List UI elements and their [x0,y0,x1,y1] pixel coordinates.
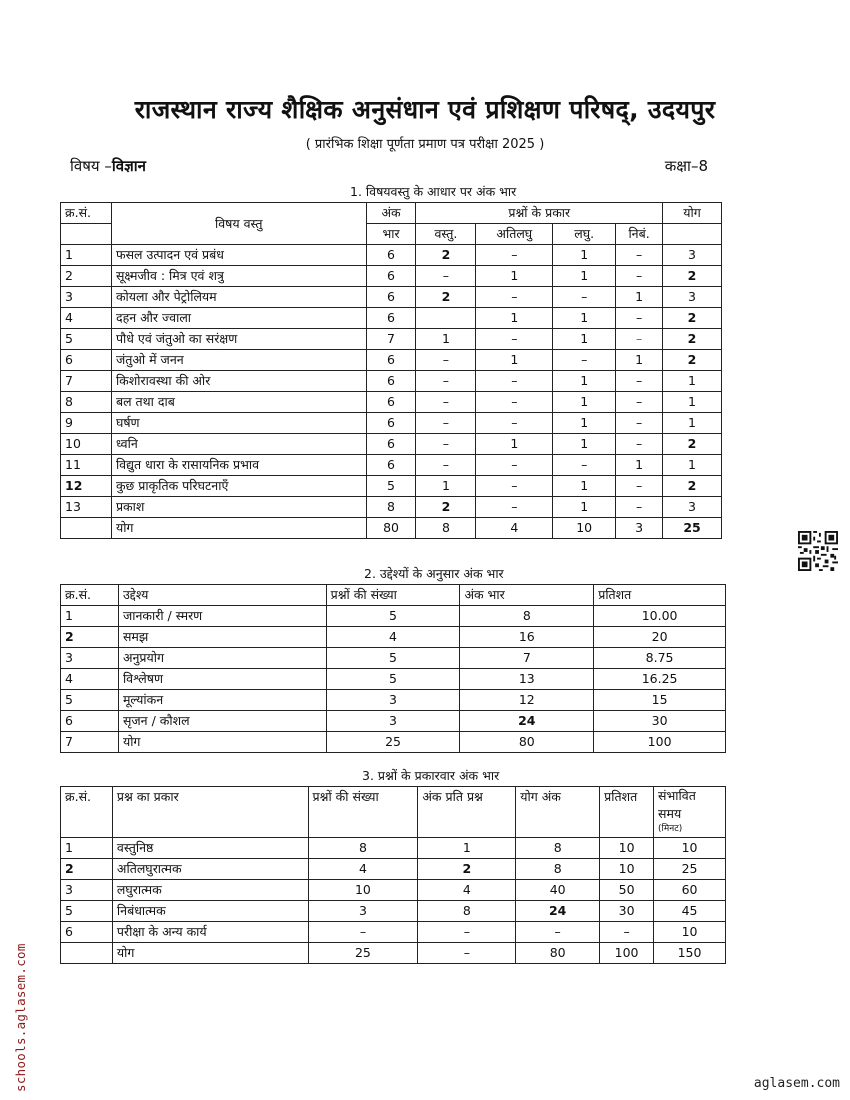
cell-time: 150 [654,943,726,964]
table-row [61,669,726,690]
header-percentage: प्रतिशत [600,787,654,838]
table-header-row [61,787,726,838]
cell-question-type: अतिलघुरात्मक [112,859,308,880]
cell-essay: 1 [616,287,663,308]
cell-essay: – [616,476,663,497]
cell-objective: सृजन / कौशल [118,711,326,732]
header-question-types: प्रश्नों के प्रकार [416,203,663,224]
cell-marks-per-question: 2 [418,859,516,880]
cell-very-short: – [476,245,553,266]
table-row [61,455,722,476]
cell-count: 3 [326,690,460,711]
table-header-row [61,203,722,224]
subject-line [70,156,146,176]
header-marks-1: अंक [366,203,416,224]
cell-objective: अनुप्रयोग [118,648,326,669]
cell-short: – [553,350,616,371]
cell-marks: 8 [460,606,594,627]
header-objective: वस्तु. [416,224,476,245]
cell-very-short: 1 [476,434,553,455]
cell-very-short: – [476,497,553,518]
cell-topic: पौधे एवं जंतुओ का सरंक्षण [111,329,366,350]
exam-subtitle: ( प्रारंभिक शिक्षा पूर्णता प्रमाण पत्र परीक्षा 2025 ) [305,137,545,152]
cell-objective: मूल्यांकन [118,690,326,711]
header-essay: निबं. [616,224,663,245]
cell-count: 4 [326,627,460,648]
cell-short: 1 [553,434,616,455]
cell-sno: 2 [61,627,119,648]
cell-short: 10 [553,518,616,539]
header-marks: अंक भार [460,585,594,606]
side-watermark: schools.aglasem.com [13,943,28,1092]
cell-marks-per-question: – [418,943,516,964]
cell-topic: दहन और ज्वाला [111,308,366,329]
cell-short: 1 [553,329,616,350]
cell-marks: 7 [366,329,416,350]
cell-sno [61,518,112,539]
table-row [61,392,722,413]
cell-sno: 7 [61,732,119,753]
table-row [61,838,726,859]
cell-total: 25 [663,518,722,539]
table-row [61,627,726,648]
cell-percentage: 15 [594,690,726,711]
cell-total: 2 [663,434,722,455]
table-row [61,648,726,669]
cell-count: 25 [308,943,418,964]
table3-caption: 3. प्रश्नों के प्रकारवार अंक भार [362,768,500,783]
cell-objective: 8 [416,518,476,539]
header-estimated-time [654,787,726,838]
cell-objective: 2 [416,245,476,266]
cell-objective: समझ [118,627,326,648]
cell-sno: 11 [61,455,112,476]
cell-sno: 2 [61,266,112,287]
cell-percentage: 100 [594,732,726,753]
cell-question-type: लघुरात्मक [112,880,308,901]
cell-total: 3 [663,287,722,308]
cell-sno: 5 [61,901,113,922]
cell-total: 2 [663,308,722,329]
table-row [61,922,726,943]
cell-topic: बल तथा दाब [111,392,366,413]
table-row [61,245,722,266]
cell-percentage: 10 [600,859,654,880]
cell-marks: 6 [366,413,416,434]
header-question-count: प्रश्नों की संख्या [326,585,460,606]
cell-percentage: – [600,922,654,943]
cell-essay: 1 [616,455,663,476]
cell-short: 1 [553,266,616,287]
cell-count: 25 [326,732,460,753]
cell-objective: 2 [416,497,476,518]
cell-essay: – [616,245,663,266]
cell-percentage: 10.00 [594,606,726,627]
table-row [61,880,726,901]
table-row [61,413,722,434]
cell-sno: 10 [61,434,112,455]
cell-total-marks: 40 [516,880,600,901]
cell-topic: विद्युत धारा के रासायनिक प्रभाव [111,455,366,476]
cell-count: 10 [308,880,418,901]
cell-sno: 3 [61,287,112,308]
cell-percentage: 30 [600,901,654,922]
header-sno: क्र.सं. [61,203,112,224]
cell-sno: 13 [61,497,112,518]
table-row [61,287,722,308]
cell-short: 1 [553,476,616,497]
cell-objective: – [416,350,476,371]
blueprint-by-objective-table [60,584,726,753]
cell-objective: जानकारी / स्मरण [118,606,326,627]
header-question-type: प्रश्न का प्रकार [112,787,308,838]
cell-percentage: 100 [600,943,654,964]
cell-sno [61,943,113,964]
cell-marks-per-question: 4 [418,880,516,901]
header-short: लघु. [553,224,616,245]
cell-very-short: – [476,371,553,392]
cell-objective: – [416,266,476,287]
table-row [61,711,726,732]
cell-objective: – [416,371,476,392]
cell-marks: 6 [366,455,416,476]
cell-very-short: 4 [476,518,553,539]
cell-essay: – [616,308,663,329]
table-row [61,859,726,880]
cell-very-short: 1 [476,308,553,329]
cell-percentage: 50 [600,880,654,901]
table-total-row [61,732,726,753]
cell-marks: 6 [366,245,416,266]
cell-total: 3 [663,245,722,266]
cell-sno: 3 [61,880,113,901]
cell-essay: – [616,497,663,518]
cell-marks: 80 [366,518,416,539]
header-marks-per-question: अंक प्रति प्रश्न [418,787,516,838]
cell-objective: – [416,434,476,455]
cell-objective: – [416,455,476,476]
cell-count: 5 [326,669,460,690]
cell-count: – [308,922,418,943]
cell-count: 8 [308,838,418,859]
header-sno: क्र.सं. [61,585,119,606]
cell-marks: 16 [460,627,594,648]
cell-total: 2 [663,350,722,371]
cell-marks: 6 [366,350,416,371]
blueprint-by-topic-table [60,202,722,539]
header-time-line-1: संभावित [658,788,696,803]
header-total-marks: योग अंक [516,787,600,838]
qr-code-icon [798,531,838,571]
cell-question-type: निबंधात्मक [112,901,308,922]
cell-objective: योग [118,732,326,753]
cell-question-type: परीक्षा के अन्य कार्य [112,922,308,943]
cell-objective: 1 [416,476,476,497]
cell-essay: – [616,413,663,434]
cell-total: 1 [663,413,722,434]
table-row [61,329,722,350]
cell-topic: योग [111,518,366,539]
cell-sno: 2 [61,859,113,880]
cell-total-marks: – [516,922,600,943]
cell-percentage: 8.75 [594,648,726,669]
cell-sno: 8 [61,392,112,413]
cell-time: 10 [654,838,726,859]
cell-count: 5 [326,606,460,627]
cell-very-short: – [476,329,553,350]
header-very-short: अतिलघु [476,224,553,245]
cell-marks-per-question: – [418,922,516,943]
cell-marks: 6 [366,434,416,455]
cell-total: 1 [663,392,722,413]
cell-very-short: – [476,455,553,476]
cell-very-short: – [476,476,553,497]
header-objective: उद्देश्य [118,585,326,606]
cell-sno: 1 [61,245,112,266]
cell-sno: 6 [61,922,113,943]
cell-topic: किशोरावस्था की ओर [111,371,366,392]
cell-short: 1 [553,308,616,329]
cell-total: 1 [663,371,722,392]
cell-short: – [553,455,616,476]
cell-sno: 6 [61,711,119,732]
cell-topic: घर्षण [111,413,366,434]
cell-count: 4 [308,859,418,880]
cell-short: 1 [553,392,616,413]
table-row [61,350,722,371]
cell-objective: – [416,392,476,413]
cell-total-marks: 24 [516,901,600,922]
cell-very-short: 1 [476,350,553,371]
cell-marks: 12 [460,690,594,711]
cell-short: 1 [553,245,616,266]
table-total-row [61,943,726,964]
cell-topic: जंतुओ में जनन [111,350,366,371]
cell-total-marks: 8 [516,838,600,859]
table-total-row [61,518,722,539]
header-blank [663,224,722,245]
cell-marks: 6 [366,287,416,308]
cell-time: 10 [654,922,726,943]
cell-total: 2 [663,476,722,497]
table-row [61,434,722,455]
cell-essay: – [616,371,663,392]
header-sno: क्र.सं. [61,787,113,838]
cell-total-marks: 8 [516,859,600,880]
table1-caption: 1. विषयवस्तु के आधार पर अंक भार [350,184,517,199]
cell-sno: 12 [61,476,112,497]
cell-essay: 1 [616,350,663,371]
cell-question-type: योग [112,943,308,964]
header-time-unit: (मिनट) [658,824,683,834]
cell-topic: प्रकाश [111,497,366,518]
cell-very-short: – [476,392,553,413]
cell-percentage: 30 [594,711,726,732]
cell-time: 60 [654,880,726,901]
cell-very-short: – [476,413,553,434]
cell-topic: सूक्ष्मजीव : मित्र एवं शत्रु [111,266,366,287]
cell-count: 3 [308,901,418,922]
cell-marks: 7 [460,648,594,669]
table-row [61,308,722,329]
table-row [61,266,722,287]
cell-sno: 6 [61,350,112,371]
cell-very-short: – [476,287,553,308]
cell-essay: – [616,329,663,350]
cell-marks: 24 [460,711,594,732]
cell-objective: – [416,413,476,434]
cell-time: 45 [654,901,726,922]
cell-total-marks: 80 [516,943,600,964]
cell-short: 1 [553,371,616,392]
cell-marks: 80 [460,732,594,753]
table-row [61,690,726,711]
header-topic: विषय वस्तु [111,203,366,245]
cell-marks: 6 [366,371,416,392]
cell-topic: कुछ प्राकृतिक परिघटनाएँ [111,476,366,497]
table2-caption: 2. उद्देश्यों के अनुसार अंक भार [364,566,504,581]
cell-sno: 7 [61,371,112,392]
cell-topic: कोयला और पेट्रोलियम [111,287,366,308]
header-question-count: प्रश्नों की संख्या [308,787,418,838]
cell-objective: विश्लेषण [118,669,326,690]
header-blank [61,224,112,245]
cell-question-type: वस्तुनिष्ठ [112,838,308,859]
cell-objective: 1 [416,329,476,350]
header-time-line-2: समय [658,806,682,821]
cell-marks: 5 [366,476,416,497]
cell-marks-per-question: 8 [418,901,516,922]
cell-sno: 5 [61,329,112,350]
cell-very-short: 1 [476,266,553,287]
subject-value: विज्ञान [111,157,146,175]
header-total: योग [663,203,722,224]
subject-label: विषय – [70,157,112,175]
cell-marks: 8 [366,497,416,518]
table-header-row [61,585,726,606]
cell-topic: ध्वनि [111,434,366,455]
cell-short: 1 [553,497,616,518]
cell-sno: 1 [61,606,119,627]
cell-total: 1 [663,455,722,476]
cell-sno: 3 [61,648,119,669]
blueprint-by-question-type-table [60,786,726,964]
cell-essay: 3 [616,518,663,539]
page-title: राजस्थान राज्य शैक्षिक अनुसंधान एवं प्रशिक्षण परिषद्, उदयपुर [134,95,716,124]
cell-sno: 4 [61,669,119,690]
cell-percentage: 20 [594,627,726,648]
table-row [61,606,726,627]
cell-essay: – [616,392,663,413]
cell-marks: 6 [366,266,416,287]
cell-topic: फसल उत्पादन एवं प्रबंध [111,245,366,266]
cell-objective [416,308,476,329]
table-row [61,476,722,497]
header-marks-2: भार [366,224,416,245]
class-label: कक्षा–8 [664,157,708,175]
cell-marks: 6 [366,308,416,329]
cell-sno: 9 [61,413,112,434]
cell-count: 3 [326,711,460,732]
cell-essay: – [616,434,663,455]
cell-marks-per-question: 1 [418,838,516,859]
header-percentage: प्रतिशत [594,585,726,606]
cell-marks: 6 [366,392,416,413]
cell-count: 5 [326,648,460,669]
cell-sno: 5 [61,690,119,711]
cell-total: 2 [663,266,722,287]
cell-objective: 2 [416,287,476,308]
cell-percentage: 16.25 [594,669,726,690]
cell-total: 2 [663,329,722,350]
table-row [61,901,726,922]
cell-total: 3 [663,497,722,518]
table-row [61,371,722,392]
cell-time: 25 [654,859,726,880]
cell-percentage: 10 [600,838,654,859]
cell-marks: 13 [460,669,594,690]
cell-short: – [553,287,616,308]
cell-essay: – [616,266,663,287]
footer-watermark: aglasem.com [753,1076,840,1091]
cell-sno: 4 [61,308,112,329]
cell-sno: 1 [61,838,113,859]
table-row [61,497,722,518]
cell-short: 1 [553,413,616,434]
